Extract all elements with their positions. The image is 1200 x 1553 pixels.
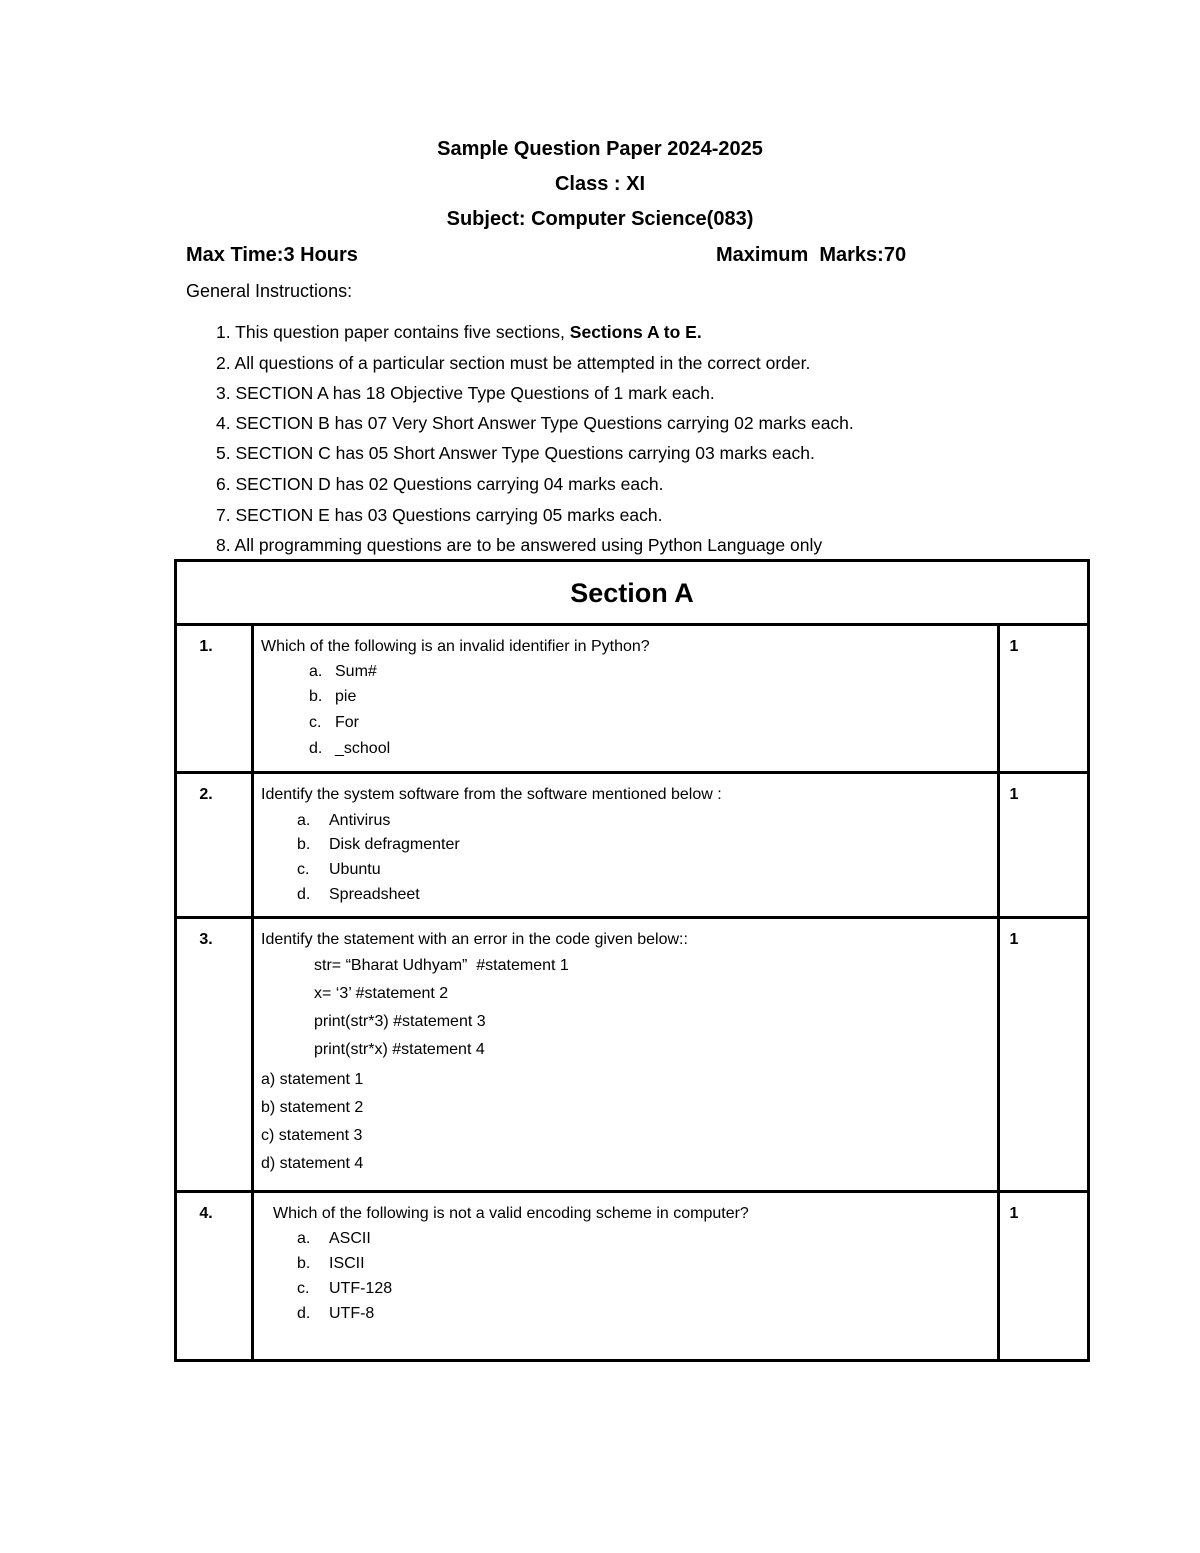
option-item bbox=[309, 714, 359, 732]
instruction-text: This question paper contains five sections, bbox=[235, 322, 570, 342]
option-label: a. bbox=[309, 663, 323, 680]
option-item bbox=[297, 1280, 392, 1298]
instruction-text: All questions of a particular section must be attempted in the correct order. bbox=[234, 353, 811, 373]
option-item bbox=[297, 1255, 365, 1273]
option-text: UTF-8 bbox=[329, 1305, 375, 1322]
instruction-number: 4. bbox=[216, 413, 231, 433]
instruction-number: 1. bbox=[216, 322, 231, 342]
section-a-table bbox=[174, 559, 1090, 1362]
option-item: d) statement 4 bbox=[261, 1155, 364, 1172]
row-divider bbox=[177, 1190, 1087, 1193]
instruction-item bbox=[216, 505, 662, 526]
code-line: print(str*3) #statement 3 bbox=[314, 1013, 486, 1030]
instruction-item bbox=[216, 322, 702, 343]
option-text: ASCII bbox=[329, 1230, 371, 1247]
option-label: b. bbox=[297, 836, 311, 853]
option-text: UTF-128 bbox=[329, 1280, 393, 1297]
code-line: str= “Bharat Udhyam” #statement 1 bbox=[314, 957, 569, 974]
code-line: print(str*x) #statement 4 bbox=[314, 1041, 485, 1058]
instruction-number: 5. bbox=[216, 443, 231, 463]
option-label: a. bbox=[297, 812, 311, 829]
row-divider bbox=[177, 771, 1087, 774]
question-number: 2. bbox=[199, 786, 213, 803]
max-time: Max Time:3 Hours bbox=[186, 244, 358, 266]
option-item bbox=[309, 688, 356, 706]
option-item: b) statement 2 bbox=[261, 1099, 364, 1116]
instruction-number: 8. bbox=[216, 535, 231, 555]
instruction-item bbox=[216, 443, 815, 464]
option-label: d. bbox=[297, 1305, 311, 1322]
column-divider bbox=[997, 623, 1000, 1362]
column-divider bbox=[251, 623, 254, 1362]
option-item bbox=[297, 1230, 371, 1248]
instruction-emphasis: Sections A to E. bbox=[569, 322, 702, 342]
option-label: b. bbox=[309, 688, 323, 705]
question-number: 3. bbox=[199, 931, 213, 948]
option-item bbox=[309, 740, 390, 758]
instruction-item bbox=[216, 413, 854, 434]
general-instructions-label: General Instructions: bbox=[186, 281, 353, 301]
max-marks: Maximum Marks:70 bbox=[716, 244, 907, 266]
instruction-text: SECTION A has 18 Objective Type Questions of 1 mark each. bbox=[235, 383, 715, 403]
option-text: Antivirus bbox=[329, 812, 391, 829]
option-text: Sum# bbox=[335, 663, 377, 680]
instruction-number: 3. bbox=[216, 383, 231, 403]
option-item: a) statement 1 bbox=[261, 1071, 364, 1088]
option-item bbox=[297, 836, 460, 854]
instruction-item bbox=[216, 383, 715, 404]
paper-title: Sample Question Paper 2024-2025 bbox=[437, 138, 763, 160]
class-label: Class : XI bbox=[554, 173, 646, 195]
option-label: d. bbox=[297, 886, 311, 903]
instruction-item bbox=[216, 474, 663, 495]
option-text: Disk defragmenter bbox=[329, 836, 460, 853]
instruction-text: All programming questions are to be answered using Python Language only bbox=[234, 535, 823, 555]
option-label: b. bbox=[297, 1255, 311, 1272]
option-text: ISCII bbox=[329, 1255, 365, 1272]
instruction-text: SECTION C has 05 Short Answer Type Questions carrying 03 marks each. bbox=[235, 443, 815, 463]
row-divider bbox=[177, 916, 1087, 919]
option-item bbox=[297, 886, 420, 904]
option-text: For bbox=[335, 714, 359, 731]
instruction-number: 2. bbox=[216, 353, 231, 373]
option-item bbox=[297, 861, 381, 879]
option-text: Ubuntu bbox=[329, 861, 381, 878]
option-label: a. bbox=[297, 1230, 311, 1247]
option-item: c) statement 3 bbox=[261, 1127, 363, 1144]
question-text: Which of the following is an invalid identifier in Python? bbox=[261, 638, 650, 655]
option-label: c. bbox=[309, 714, 322, 731]
option-item bbox=[309, 663, 377, 681]
instruction-text: SECTION D has 02 Questions carrying 04 marks each. bbox=[235, 474, 664, 494]
subject-label: Subject: Computer Science(083) bbox=[446, 208, 754, 230]
question-text: Which of the following is not a valid encoding scheme in computer? bbox=[273, 1205, 749, 1222]
row-divider bbox=[177, 623, 1087, 626]
question-text: Identify the statement with an error in the code given below:: bbox=[261, 931, 688, 948]
option-text: _school bbox=[335, 740, 391, 757]
option-text: pie bbox=[335, 688, 357, 705]
instruction-number: 7. bbox=[216, 505, 231, 525]
instruction-item bbox=[216, 535, 822, 556]
option-label: d. bbox=[309, 740, 323, 757]
question-marks: 1 bbox=[1009, 786, 1019, 803]
option-label: c. bbox=[297, 861, 310, 878]
question-text: Identify the system software from the software mentioned below : bbox=[261, 786, 722, 803]
instruction-number: 6. bbox=[216, 474, 231, 494]
instruction-text: SECTION B has 07 Very Short Answer Type Questions carrying 02 marks each. bbox=[235, 413, 854, 433]
option-text: Spreadsheet bbox=[329, 886, 420, 903]
question-marks: 1 bbox=[1009, 1205, 1019, 1222]
instruction-text: SECTION E has 03 Questions carrying 05 marks each. bbox=[235, 505, 663, 525]
instruction-item bbox=[216, 353, 810, 374]
option-item bbox=[297, 1305, 374, 1323]
question-number: 1. bbox=[199, 638, 213, 655]
option-label: c. bbox=[297, 1280, 310, 1297]
question-number: 4. bbox=[199, 1205, 213, 1222]
question-marks: 1 bbox=[1009, 638, 1019, 655]
section-title: Section A bbox=[570, 578, 694, 608]
question-marks: 1 bbox=[1009, 931, 1019, 948]
option-item bbox=[297, 812, 390, 830]
code-line: x= ‘3’ #statement 2 bbox=[314, 985, 449, 1002]
